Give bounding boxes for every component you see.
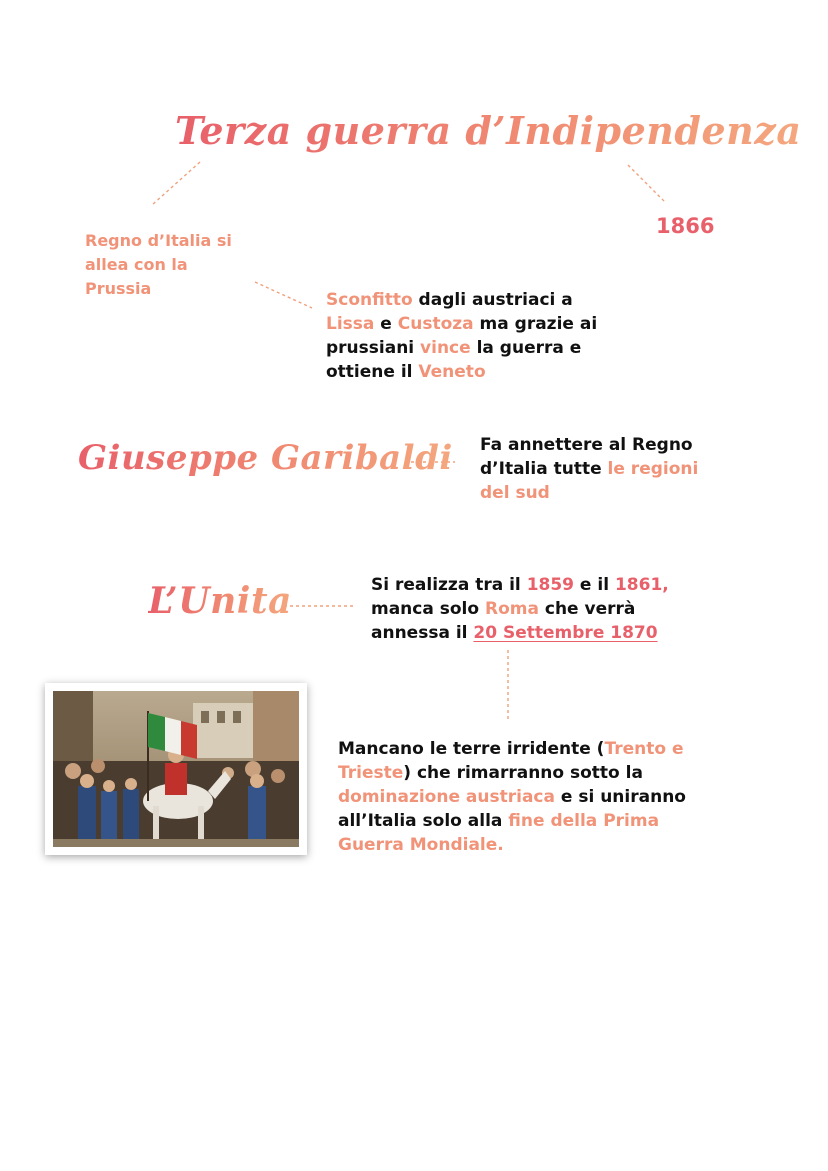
text: la guerra e: [470, 338, 582, 358]
highlight-regioni: le regioni: [607, 459, 699, 479]
text: dagli austriaci a: [412, 290, 573, 310]
text: e si uniranno: [554, 787, 686, 807]
highlight-1861: 1861,: [614, 575, 669, 595]
text: e il: [574, 575, 615, 595]
left-note: [85, 229, 232, 301]
garibaldi-heading: Giuseppe Garibaldi: [78, 438, 453, 478]
highlight-vince: vince: [420, 338, 471, 358]
bottom-line-2: [338, 761, 686, 785]
year-label: 1866: [656, 214, 715, 238]
highlight-dominazione: dominazione austriaca: [338, 787, 555, 807]
garibaldi-line-3: del sud: [480, 483, 550, 503]
text: manca solo: [371, 599, 485, 619]
center-note-line-3: [326, 336, 597, 360]
text: Si realizza tra il: [371, 575, 527, 595]
text: ma grazie ai: [473, 314, 598, 334]
text: ottiene il: [326, 362, 419, 382]
text: Mancano le terre irridente (: [338, 739, 605, 759]
bottom-note: [338, 737, 686, 857]
highlight-20-settembre: 20 Settembre: [473, 623, 605, 643]
left-note-line: Regno d’Italia si: [85, 231, 232, 250]
highlight-custoza: Custoza: [397, 314, 474, 334]
text: che verrà: [538, 599, 636, 619]
highlight-fine-guerra: fine della Prima: [508, 811, 660, 831]
center-note-line-1: [326, 288, 597, 312]
center-note: [326, 288, 597, 384]
garibaldi-line-2: [480, 457, 698, 481]
bottom-line-1: [338, 737, 686, 761]
center-note-line-4: [326, 360, 597, 384]
highlight-trieste: Trieste: [338, 763, 404, 783]
left-to-center-connector: [255, 282, 312, 308]
highlight-trento: Trento e: [604, 739, 684, 759]
text: annessa il: [371, 623, 474, 643]
bottom-line-5: [338, 833, 686, 857]
left-note-line: allea con la: [85, 255, 188, 274]
highlight-roma: Roma: [484, 599, 539, 619]
highlight-1859: 1859: [526, 575, 575, 595]
painting-illustration: [53, 691, 299, 847]
text: e: [374, 314, 398, 334]
unita-line-1: [371, 573, 669, 597]
text: ) che rimarranno sotto la: [403, 763, 643, 783]
unita-note: [371, 573, 669, 645]
highlight-sconfitto: Sconfitto: [326, 290, 413, 310]
title-to-year-connector: [628, 165, 666, 203]
text: all’Italia solo alla: [338, 811, 509, 831]
text: d’Italia tutte: [480, 459, 608, 479]
bottom-line-4: [338, 809, 686, 833]
page-title: Terza guerra d’Indipendenza: [175, 108, 802, 153]
highlight-1870: 1870: [604, 623, 658, 643]
highlight-lissa: Lissa: [326, 314, 375, 334]
garibaldi-line-1: Fa annettere al Regno: [480, 435, 693, 455]
text: prussiani: [326, 338, 421, 358]
unita-line-2: [371, 597, 669, 621]
bottom-line-3: [338, 785, 686, 809]
unita-heading: L’Unita: [148, 580, 292, 622]
center-note-line-2: [326, 312, 597, 336]
garibaldi-note: [480, 433, 698, 505]
highlight-guerra-mondiale: Guerra Mondiale.: [338, 835, 504, 855]
left-note-line: Prussia: [85, 279, 152, 298]
historical-painting: [45, 683, 307, 855]
highlight-veneto: Veneto: [418, 362, 486, 382]
title-to-left-connector: [152, 162, 200, 205]
unita-line-3: [371, 621, 669, 645]
